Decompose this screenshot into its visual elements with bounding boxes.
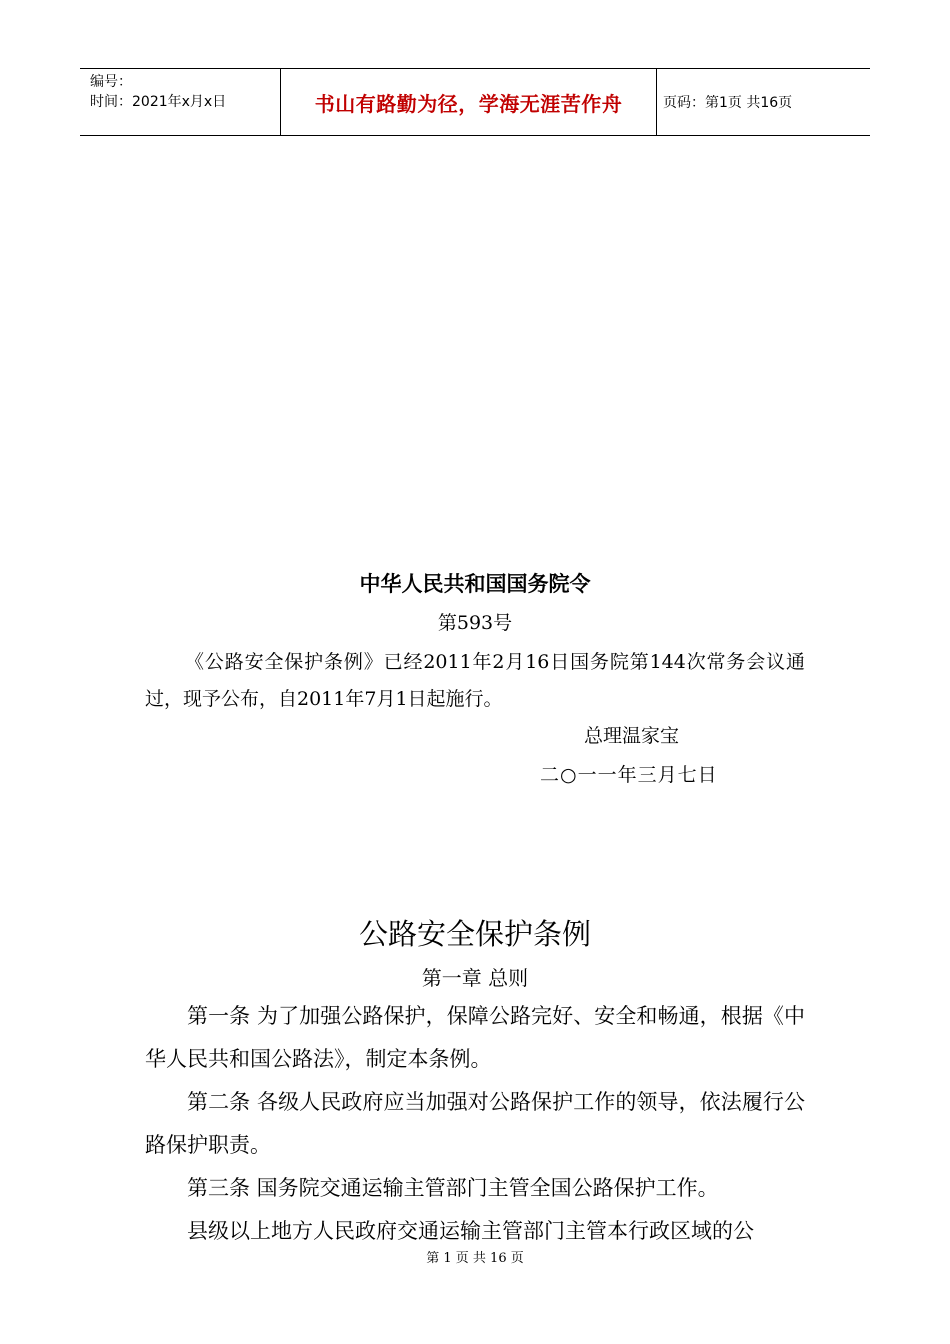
articles: [145, 995, 805, 1253]
time-label: 时间：2021年x月x日: [90, 94, 227, 110]
header-page-info: 页码：第1页 共16页: [663, 95, 793, 111]
number-label: 编号：: [90, 74, 132, 90]
decree-date: 二○一一年三月七日: [540, 764, 718, 786]
header-meta: [80, 69, 281, 135]
decree-signer: 总理温家宝: [584, 725, 680, 747]
decree-title: 中华人民共和国国务院令: [359, 572, 591, 596]
article-2: 第二条 各级人民政府应当加强对公路保护工作的领导，依法履行公路保护职责。: [145, 1090, 805, 1157]
decree-number: 第593号: [437, 612, 513, 634]
article-3: 第三条 国务院交通运输主管部门主管全国公路保护工作。: [187, 1176, 719, 1200]
article-3-continued: 县级以上地方人民政府交通运输主管部门主管本行政区域的公: [187, 1219, 754, 1243]
header-motto: 书山有路勤为径，学海无涯苦作舟: [281, 69, 657, 135]
decree-body: 《公路安全保护条例》已经2011年2月16日国务院第144次常务会议通过，现予公布，自2011年7月1日起施行。: [145, 651, 805, 710]
page-header: [80, 68, 870, 136]
page-footer: 第 1 页 共 16 页: [426, 1251, 524, 1266]
article-1: 第一条 为了加强公路保护，保障公路完好、安全和畅通，根据《中华人民共和国公路法》，制定本条例。: [145, 1004, 805, 1071]
chapter-heading: 第一章 总则: [421, 966, 529, 990]
regulation-title: 公路安全保护条例: [358, 917, 591, 951]
